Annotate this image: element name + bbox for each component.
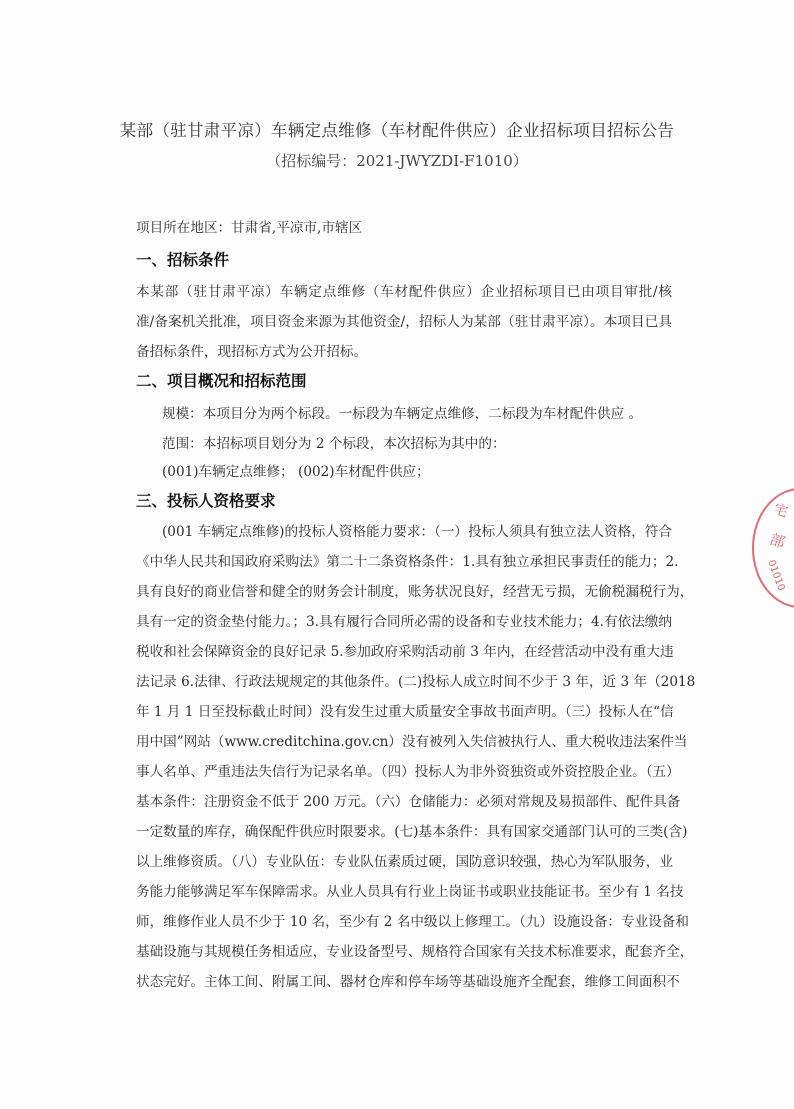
section-2-heading: 二、项目概况和招标范围 bbox=[136, 372, 307, 390]
section-1-line: 备招标条件，现招标方式为公开招标。 bbox=[136, 344, 368, 360]
section-3-line: 事人名单、严重违法失信行为记录名单。（四）投标人为非外资独资或外资控股企业。（五） bbox=[136, 764, 680, 780]
section-3-line: 税收和社会保障资金的良好记录 5.参加政府采购活动前 3 年内，在经营活动中没有重大违 bbox=[136, 644, 674, 660]
section-3-line: (001 车辆定点维修)的投标人资格能力要求：（一）投标人须具有独立法人资格，符合 bbox=[162, 524, 672, 540]
document-title: 某部（驻甘肃平凉）车辆定点维修（车材配件供应）企业招标项目招标公告 bbox=[119, 121, 675, 140]
section-3-line: 以上维修资质。（八）专业队伍：专业队伍素质过硬，国防意识较强，热心为军队服务，业 bbox=[136, 854, 673, 870]
section-2-line: 规模：本项目分为两个标段。一标段为车辆定点维修，二标段为车材配件供应 。 bbox=[162, 406, 643, 422]
section-3-line: 具有一定的资金垫付能力。；3.具有履行合同所必需的设备和专业技术能力；4.有依法缴纳 bbox=[136, 614, 672, 630]
seal-text-mid: 部 bbox=[767, 530, 788, 552]
section-3-heading: 三、投标人资格要求 bbox=[136, 492, 276, 510]
section-1-line: 准/备案机关批准，项目资金来源为其他资金/，招标人为某部（驻甘肃平凉）。本项目已具 bbox=[136, 314, 672, 330]
section-3-line: 具有良好的商业信誉和健全的财务会计制度，账务状况良好，经营无亏损，无偷税漏税行为， bbox=[136, 584, 694, 600]
section-3-line: 基本条件：注册资金不低于 200 万元。（六）仓储能力：必须对常规及易损部件、配件具备 bbox=[136, 794, 681, 810]
section-3-line: 一定数量的库存，确保配件供应时限要求。(七)基本条件：具有国家交通部门认可的三类(含) bbox=[136, 824, 688, 840]
section-3-line: 师，维修作业人员不少于 10 名，至少有 2 名中级以上修理工。（九）设施设备：专业设备和 bbox=[136, 914, 689, 930]
section-2-line: 范围：本招标项目划分为 2 个标段，本次招标为其中的： bbox=[162, 436, 506, 452]
tender-number: （招标编号：2021-JWYZDI-F1010） bbox=[266, 152, 528, 170]
section-3-line: 状态完好。主体工间、附属工间、器材仓库和停车场等基础设施齐全配套，维修工间面积不 bbox=[136, 974, 680, 990]
section-3-line: 务能力能够满足军车保障需求。从业人员具有行业上岗证书或职业技能证书。至少有 1 名技 bbox=[136, 884, 684, 900]
section-3-line: 法记录 6.法律、行政法规规定的其他条件。(二)投标人成立时间不少于 3 年，近 3 年（2018 bbox=[136, 674, 696, 690]
section-1-heading: 一、招标条件 bbox=[136, 251, 230, 269]
seal-text-top: 宅 bbox=[771, 501, 790, 521]
section-1-line: 本某部（驻甘肃平凉）车辆定点维修（车材配件供应）企业招标项目已由项目审批/核 bbox=[136, 284, 672, 300]
section-3-line: 基础设施与其规模任务相适应，专业设备型号、规格符合国家有关技术标准要求，配套齐全， bbox=[136, 944, 694, 960]
seal-text-bottom: 01010 bbox=[765, 558, 787, 593]
section-3-line: 年 1 月 1 日至投标截止时间）没有发生过重大质量安全事故书面声明。（三）投标人在“信 bbox=[136, 704, 674, 720]
project-location: 项目所在地区：甘肃省,平凉市,市辖区 bbox=[136, 220, 363, 236]
section-3-line: 用中国”网站（www.creditchina.gov.cn）没有被列入失信被执行人、重大税收违法案件当 bbox=[136, 734, 688, 750]
section-2-line: (001)车辆定点维修； (002)车材配件供应； bbox=[162, 464, 430, 480]
section-3-line: 《中华人民共和国政府采购法》第二十二条资格条件：1.具有独立承担民事责任的能力；2. bbox=[136, 554, 679, 570]
